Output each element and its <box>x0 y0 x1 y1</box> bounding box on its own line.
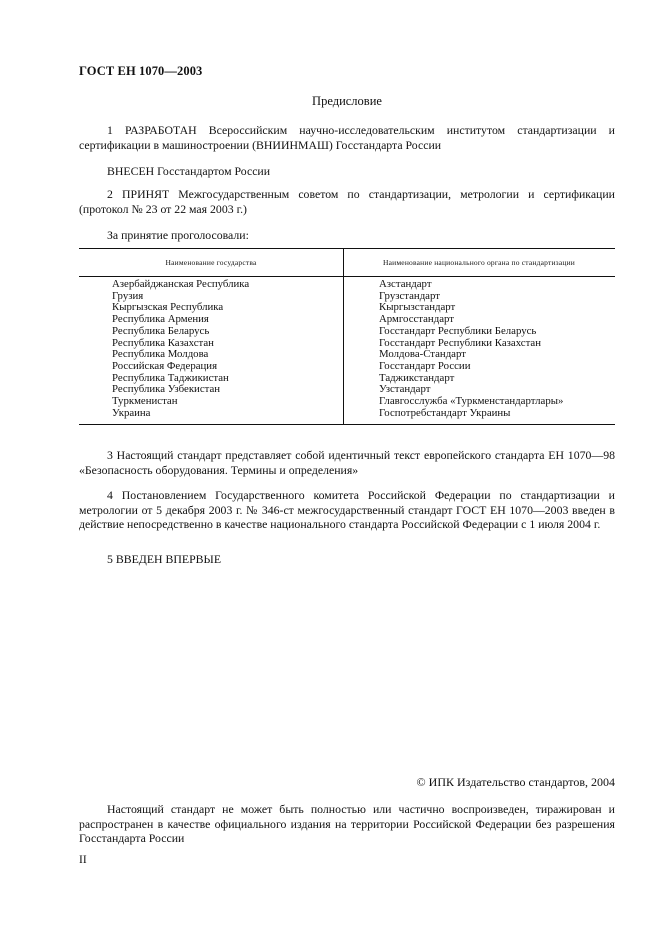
page-title: Предисловие <box>312 94 382 108</box>
table-cell-body: Молдова-Стандарт <box>379 348 466 361</box>
paragraph-voted: За принятие проголосовали: <box>107 228 249 242</box>
table-cell-state: Республика Узбекистан <box>112 383 221 396</box>
paragraph-identical: 3 Настоящий стандарт представляет собой идентичный текст европейского стандарта ЕН 1070—98 «Безопасность оборудования. Термины и определения» <box>79 448 615 477</box>
table-cell-state: Республика Таджикистан <box>112 371 229 384</box>
table-cell-state: Кыргызская Республика <box>112 301 224 314</box>
column-header-body: Наименование национального органа по стандартизации <box>383 258 575 267</box>
column-header-state: Наименование государства <box>165 258 257 267</box>
table-cell-state: Российская Федерация <box>112 359 218 372</box>
paragraph-enacted: 4 Постановлением Государственного комитета Российской Федерации по стандартизации и метрологии от 5 декабря 2003 г. № 346-ст межгосударственный стандарт ГОСТ ЕН 1070—2003 введен в действие непосредственно в качестве национального стандарта Российской Федерации с 1 июля 2004 г. <box>79 488 615 531</box>
paragraph-introduced: ВНЕСЕН Госстандартом России <box>107 164 271 178</box>
table-cell-body: Узстандарт <box>379 383 431 396</box>
paragraph-adopted: 2 ПРИНЯТ Межгосударственным советом по стандартизации, метрологии и сертификации (протокол № 23 от 22 мая 2003 г.) <box>79 187 615 216</box>
table-cell-body: Госстандарт России <box>379 359 471 372</box>
table-cell-body: Азстандарт <box>379 278 432 290</box>
table-cell-body: Грузстандарт <box>379 289 440 302</box>
table-cell-body: Главгосслужба «Туркменстандартлары» <box>379 395 564 408</box>
table-cell-body: Таджикстандарт <box>379 371 455 384</box>
table-cell-state: Грузия <box>112 289 144 302</box>
table-cell-state: Республика Беларусь <box>112 324 210 337</box>
table-cell-body: Госпотребстандарт Украины <box>379 406 511 419</box>
state-list <box>112 279 249 419</box>
table-cell-body: Госстандарт Республики Казахстан <box>379 336 541 349</box>
table-cell-state: Туркменистан <box>112 395 178 408</box>
paragraph-developed: 1 РАЗРАБОТАН Всероссийским научно-исследовательским институтом стандартизации и сертификации в машиностроении (ВНИИНМАШ) Госстандарта России <box>79 123 615 152</box>
paragraph-first-introduced: 5 ВВЕДЕН ВПЕРВЫЕ <box>107 552 222 566</box>
reproduction-notice: Настоящий стандарт не может быть полностью или частично воспроизведен, тиражирован и распространен в качестве официального издания на территории Российской Федерации без разрешения Госстандарта России <box>79 802 615 845</box>
copyright-line: © ИПК Издательство стандартов, 2004 <box>416 775 615 789</box>
table-header <box>79 249 615 277</box>
standards-body-list <box>379 279 563 419</box>
table-cell-state: Азербайджанская Республика <box>112 278 250 290</box>
page-number: II <box>79 854 87 866</box>
table-cell-body: Кыргызстандарт <box>379 301 456 314</box>
voting-table <box>79 248 615 425</box>
table-cell-body: Госстандарт Республики Беларусь <box>379 324 537 337</box>
table-cell-body: Армгосстандарт <box>379 313 454 326</box>
table-cell-state: Украина <box>112 406 151 419</box>
column-divider <box>343 249 344 424</box>
table-cell-state: Республика Казахстан <box>112 336 214 349</box>
table-cell-state: Республика Армения <box>112 313 209 326</box>
document-id: ГОСТ ЕН 1070—2003 <box>79 64 203 78</box>
table-cell-state: Республика Молдова <box>112 348 209 361</box>
